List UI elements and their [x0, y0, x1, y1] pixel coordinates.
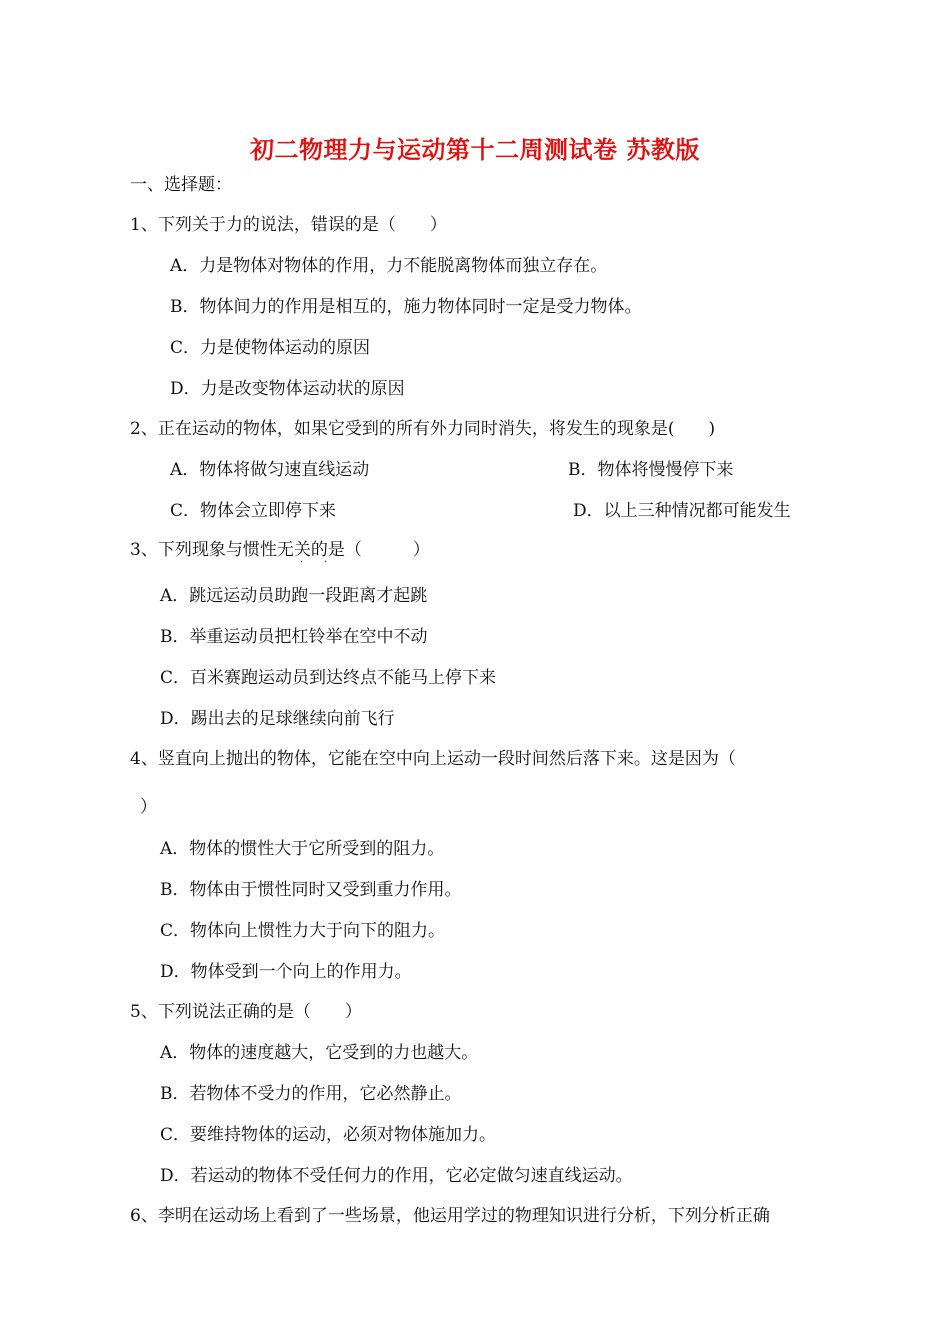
question-1-option-b: B．物体间力的作用是相互的，施力物体同时一定是受力物体。: [170, 297, 642, 317]
question-1-stem: 1、下列关于力的说法，错误的是（ ）: [130, 215, 447, 235]
question-4-option-c: C．物体向上惯性力大于向下的阻力。: [160, 921, 446, 941]
question-1-option-a: A．力是物体对物体的作用，力不能脱离物体而独立存在。: [170, 256, 608, 276]
question-4-option-a: A．物体的惯性大于它所受到的阻力。: [160, 839, 445, 859]
question-3-stem: 3、下列现象与惯性无关的是（ ）: [130, 540, 430, 560]
question-1-option-c: C．力是使物体运动的原因: [170, 338, 371, 358]
question-5-option-c: C．要维持物体的运动，必须对物体施加力。: [160, 1125, 497, 1145]
question-2-option-d: D．以上三种情况都可能发生: [573, 501, 791, 521]
question-2-option-c: C．物体会立即停下来: [170, 501, 337, 521]
question-4-option-d: D．物体受到一个向上的作用力。: [160, 962, 412, 982]
question-2-stem: 2、正在运动的物体，如果它受到的所有外力同时消失，将发生的现象是( ): [130, 419, 716, 439]
question-1-option-d: D．力是改变物体运动状的原因: [170, 379, 405, 399]
question-3-option-d: D．踢出去的足球继续向前飞行: [160, 709, 395, 729]
page-title: 初二物理力与运动第十二周测试卷 苏教版: [250, 135, 700, 164]
question-4-stem: 4、竖直向上抛出的物体，它能在空中向上运动一段时间然后落下来。这是因为（: [130, 749, 736, 769]
question-5-option-d: D．若运动的物体不受任何力的作用，它必定做匀速直线运动。: [160, 1166, 633, 1186]
section-heading: 一、选择题：: [130, 175, 232, 195]
question-4-stem-continued: ）: [140, 797, 157, 817]
question-2-option-b: B．物体将慢慢停下来: [568, 460, 734, 480]
emphasis-dots: · ·: [300, 557, 338, 568]
question-5-stem: 5、下列说法正确的是（ ）: [130, 1002, 362, 1022]
question-3-option-c: C．百米赛跑运动员到达终点不能马上停下来: [160, 668, 497, 688]
question-4-option-b: B．物体由于惯性同时又受到重力作用。: [160, 880, 462, 900]
question-5-option-b: B．若物体不受力的作用，它必然静止。: [160, 1084, 462, 1104]
question-3-option-b: B．举重运动员把杠铃举在空中不动: [160, 627, 428, 647]
question-6-stem: 6、李明在运动场上看到了一些场景，他运用学过的物理知识进行分析，下列分析正确: [130, 1206, 770, 1226]
question-5-option-a: A．物体的速度越大，它受到的力也越大。: [160, 1043, 479, 1063]
question-2-option-a: A．物体将做匀速直线运动: [170, 460, 370, 480]
question-3-option-a: A．跳远运动员助跑一段距离才起跳: [160, 586, 428, 606]
